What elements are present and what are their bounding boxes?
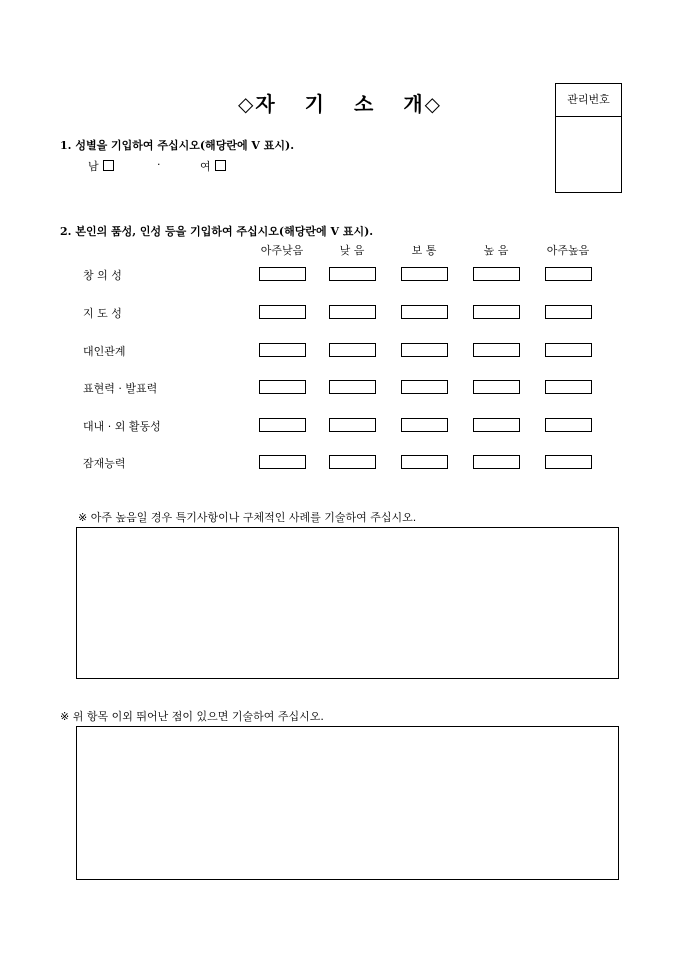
- row-label-potential: 잠재능력: [83, 457, 126, 470]
- rating-box[interactable]: [329, 267, 376, 281]
- rating-box[interactable]: [259, 418, 306, 432]
- rating-box[interactable]: [401, 343, 448, 357]
- col-header-low: 낮 음: [339, 244, 365, 257]
- gender-male-label: 남: [88, 160, 99, 173]
- rating-box[interactable]: [401, 380, 448, 394]
- col-header-normal: 보 통: [411, 244, 437, 257]
- title-part: ◇자: [237, 92, 277, 116]
- rating-box[interactable]: [259, 305, 306, 319]
- rating-box[interactable]: [329, 343, 376, 357]
- rating-box[interactable]: [473, 455, 520, 469]
- rating-box[interactable]: [401, 267, 448, 281]
- rating-box[interactable]: [473, 343, 520, 357]
- management-number-label: 관리번호: [556, 84, 621, 117]
- rating-box[interactable]: [259, 380, 306, 394]
- rating-box[interactable]: [545, 455, 592, 469]
- gender-separator: ·: [157, 158, 161, 171]
- rating-box[interactable]: [545, 267, 592, 281]
- rating-box[interactable]: [545, 418, 592, 432]
- rating-box[interactable]: [259, 455, 306, 469]
- rating-box[interactable]: [545, 380, 592, 394]
- col-header-very-low: 아주낮음: [260, 244, 304, 257]
- rating-box[interactable]: [545, 343, 592, 357]
- gender-female: [200, 158, 226, 174]
- question-1: 1. 성별을 기입하여 주십시오(해당란에 V 표시).: [60, 139, 295, 152]
- title-part: 개◇: [403, 92, 443, 116]
- management-number-field[interactable]: [556, 117, 621, 192]
- rating-box[interactable]: [401, 305, 448, 319]
- row-label-creativity: 창 의 성: [83, 269, 122, 282]
- row-label-interpersonal: 대인관계: [83, 345, 126, 358]
- rating-box[interactable]: [545, 305, 592, 319]
- high-rating-details-textarea[interactable]: [76, 527, 619, 679]
- question-2: 2. 본인의 품성, 인성 등을 기입하여 주십시오(해당란에 V 표시).: [60, 225, 374, 238]
- rating-box[interactable]: [329, 418, 376, 432]
- col-header-high: 높 음: [483, 244, 509, 257]
- col-header-very-high: 아주높음: [546, 244, 590, 257]
- note-high-rating: ※ 아주 높음일 경우 특기사항이나 구체적인 사례를 기술하여 주십시오.: [78, 511, 417, 524]
- gender-female-label: 여: [200, 160, 211, 173]
- row-label-leadership: 지 도 성: [83, 307, 122, 320]
- rating-box[interactable]: [259, 343, 306, 357]
- row-label-expression: 표현력 · 발표력: [83, 382, 158, 395]
- gender-male-checkbox[interactable]: [103, 160, 114, 171]
- title-part: 소: [354, 92, 376, 116]
- note-other-strengths: ※ 위 항목 이외 뛰어난 점이 있으면 기술하여 주십시오.: [60, 710, 324, 723]
- rating-box[interactable]: [329, 455, 376, 469]
- management-number-box: [555, 83, 622, 193]
- rating-box[interactable]: [329, 380, 376, 394]
- other-strengths-textarea[interactable]: [76, 726, 619, 880]
- rating-box[interactable]: [401, 418, 448, 432]
- rating-box[interactable]: [259, 267, 306, 281]
- title-part: 기: [304, 92, 326, 116]
- gender-female-checkbox[interactable]: [215, 160, 226, 171]
- rating-box[interactable]: [473, 305, 520, 319]
- row-label-activities: 대내 · 외 활동성: [83, 420, 161, 433]
- rating-box[interactable]: [473, 418, 520, 432]
- gender-male: [88, 158, 114, 174]
- rating-box[interactable]: [473, 380, 520, 394]
- rating-box[interactable]: [401, 455, 448, 469]
- rating-box[interactable]: [329, 305, 376, 319]
- rating-box[interactable]: [473, 267, 520, 281]
